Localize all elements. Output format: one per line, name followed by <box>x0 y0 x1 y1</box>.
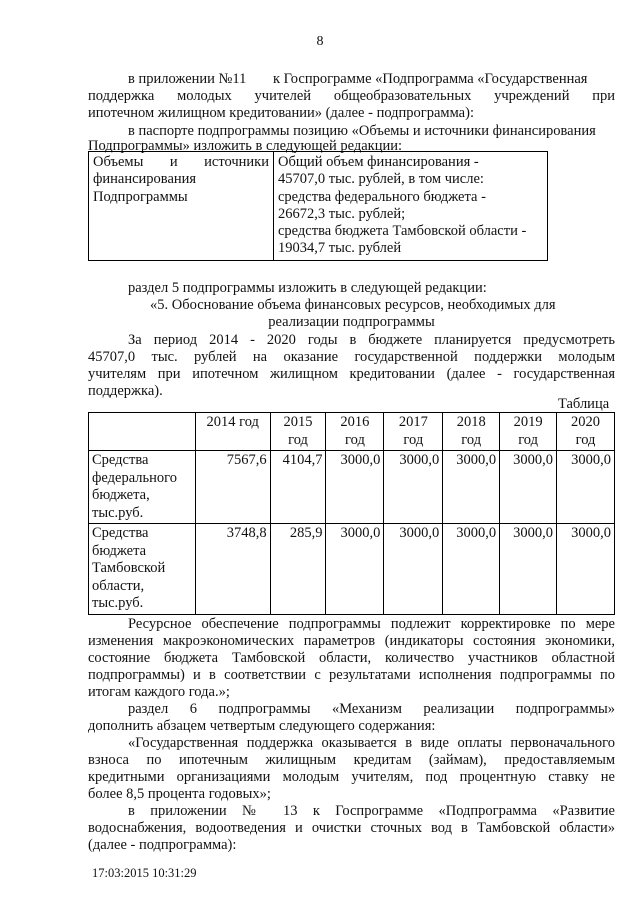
passport-right-l3: средства федерального бюджета - <box>278 188 486 205</box>
header-cell-2019: 2019 год <box>500 413 557 451</box>
regional-2019: 3000,0 <box>500 524 557 615</box>
after-line-11: более 8,5 процента годовых»; <box>88 786 271 802</box>
finance-table <box>88 412 615 615</box>
passport-left-l1c: источники <box>204 154 269 170</box>
passport-left-l1a: Объемы <box>93 154 144 170</box>
passport-left-l1b: и <box>169 154 178 170</box>
passport-table <box>88 151 548 261</box>
passport-left-l3: Подпрограммы <box>93 188 188 205</box>
after-line-7: дополнить абзацем четвертым следующего содержания: <box>88 718 436 734</box>
regional-2018: 3000,0 <box>443 524 500 615</box>
section5-para-1: За период 2014 - 2020 годы в бюджете планируется предусмотреть <box>128 332 615 348</box>
after-line-2: изменения макроэкономических параметров (индикаторы состояния экономики, <box>88 633 615 649</box>
federal-2016: 3000,0 <box>326 451 384 524</box>
after-line-9: взноса по ипотечным жилищным кредитам (займам), предоставляемым <box>88 752 615 768</box>
row-label-federal: Средства федерального бюджета, тыс.руб. <box>89 451 196 524</box>
after-line-14: (далее - подпрограмма): <box>88 837 237 853</box>
intro-line-5: Подпрограммы» изложить в следующей редакции: <box>88 138 403 154</box>
after-line-10: кредитными организациями молодым учителям, под процентную ставку не <box>88 769 615 785</box>
passport-right-l1: Общий объем финансирования - <box>278 154 479 170</box>
regional-2020: 3000,0 <box>557 524 615 615</box>
after-line-5: итогам каждого года.»; <box>88 684 230 700</box>
section5-para-3: учителям при ипотечном жилищном кредитовании (далее - государственная <box>88 366 615 382</box>
intro-line-1a: в приложении №11 <box>128 71 247 87</box>
table-row <box>89 451 615 524</box>
header-cell-2017: 2017 год <box>384 413 443 451</box>
header-cell-empty <box>89 413 196 451</box>
section5-heading-1: «5. Обоснование объема финансовых ресурсов, необходимых для <box>150 297 556 313</box>
section5-para-2: 45707,0 тыс. рублей на оказание государственной поддержки молодым <box>88 349 615 365</box>
regional-2017: 3000,0 <box>384 524 443 615</box>
passport-left-l2: финансирования <box>93 171 197 188</box>
after-line-4: подпрограммы) и в соответствии с результатами исполнения подпрограммы по <box>88 667 615 683</box>
after-line-8: «Государственная поддержка оказывается в виде оплаты первоначального <box>128 735 615 751</box>
passport-right-l5: средства бюджета Тамбовской области - <box>278 223 527 240</box>
passport-left-cell <box>89 152 274 261</box>
intro-line-3: ипотечном жилищном кредитовании» (далее - подпрограмма): <box>88 105 474 121</box>
after-line-1: Ресурсное обеспечение подпрограммы подлежит корректировке по мере <box>128 616 615 632</box>
passport-right-l2: 45707,0 тыс. рублей, в том числе: <box>278 171 484 188</box>
section5-heading-2: реализации подпрограммы <box>268 314 435 330</box>
federal-2015: 4104,7 <box>270 451 326 524</box>
passport-right-cell <box>274 152 548 261</box>
regional-2014: 3748,8 <box>195 524 270 615</box>
page-number: 8 <box>316 34 324 49</box>
regional-2015: 285,9 <box>270 524 326 615</box>
after-line-6: раздел 6 подпрограммы «Механизм реализации подпрограммы» <box>128 701 615 717</box>
intro-line-1b: к Госпрограмме «Подпрограмма «Государственная <box>273 71 588 87</box>
federal-2017: 3000,0 <box>384 451 443 524</box>
section5-intro: раздел 5 подпрограммы изложить в следующей редакции: <box>128 280 487 296</box>
intro-line-4: в паспорте подпрограммы позицию «Объемы и источники финансирования <box>128 123 596 139</box>
timestamp: 17:03:2015 10:31:29 <box>92 866 197 880</box>
after-line-12: в приложении № 13 к Госпрограмме «Подпрограмма «Развитие <box>128 803 615 819</box>
header-cell-2014: 2014 год <box>195 413 270 451</box>
federal-2018: 3000,0 <box>443 451 500 524</box>
after-line-3: состояние бюджета Тамбовской области, количество участников областной <box>88 650 615 666</box>
after-line-13: водоснабжения, водоотведения и очистки сточных вод в Тамбовской области» <box>88 820 615 836</box>
federal-2014: 7567,6 <box>195 451 270 524</box>
finance-header-row <box>89 413 615 451</box>
header-cell-2015: 2015 год <box>270 413 326 451</box>
table-row <box>89 524 615 615</box>
section5-para-4: поддержка). <box>88 383 163 399</box>
federal-2019: 3000,0 <box>500 451 557 524</box>
passport-right-l6: 19034,7 тыс. рублей <box>278 240 402 257</box>
regional-2016: 3000,0 <box>326 524 384 615</box>
header-cell-2018: 2018 год <box>443 413 500 451</box>
row-label-regional: Средства бюджета Тамбовской области, тыс.руб. <box>89 524 196 615</box>
table-label: Таблица <box>558 396 610 412</box>
intro-line-2: поддержка молодых учителей общеобразовательных учреждений при <box>88 88 615 104</box>
header-cell-2020: 2020 год <box>557 413 615 451</box>
federal-2020: 3000,0 <box>557 451 615 524</box>
header-cell-2016: 2016 год <box>326 413 384 451</box>
passport-right-l4: 26672,3 тыс. рублей; <box>278 205 406 222</box>
